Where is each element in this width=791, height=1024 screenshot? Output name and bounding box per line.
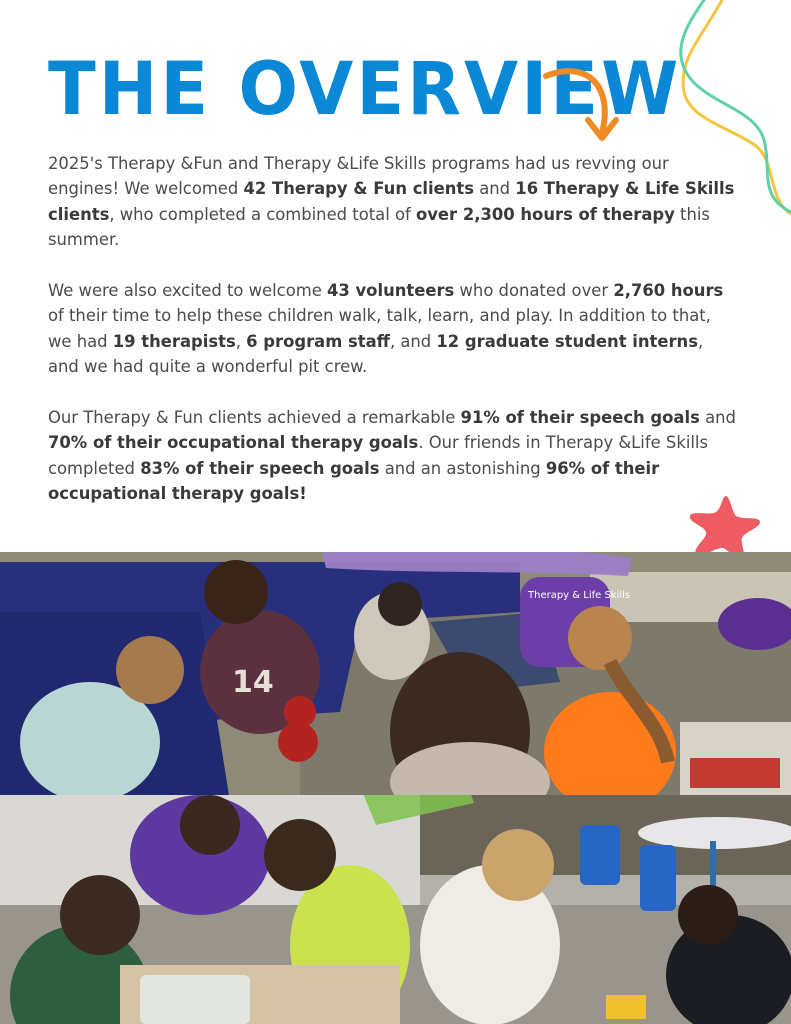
body-text: and an astonishing — [379, 458, 546, 478]
photo-children-couch — [0, 552, 791, 802]
highlight-text: 16 Therapy & Life Skills clients — [48, 179, 735, 224]
body-text: , and — [389, 331, 437, 351]
highlight-text: 19 therapists — [112, 331, 236, 351]
highlight-text: 70% of their occupational therapy goals — [48, 433, 419, 453]
highlight-text: 43 volunteers — [326, 281, 455, 301]
body-text: Our Therapy & Fun clients achieved a remarkable — [48, 408, 461, 428]
body-text: We were also excited to welcome — [48, 281, 327, 301]
highlight-text: over 2,300 hours of therapy — [415, 204, 675, 224]
highlight-text: 2,760 hours — [613, 281, 724, 301]
body-text: , — [235, 331, 247, 351]
body-text: and — [699, 408, 736, 428]
body-text: and — [474, 179, 516, 199]
photo-collage — [0, 540, 791, 1024]
jersey-number: 14 — [232, 665, 274, 700]
body-text: 2025's Therapy &Fun and Therapy &Life Skills programs had us revving our engines! We welcomed — [48, 154, 669, 199]
paragraph-goals — [48, 405, 738, 507]
highlight-text: 42 Therapy & Fun clients — [243, 179, 475, 199]
shirt-print: Therapy & Life Skills — [528, 590, 631, 601]
body-text: of their time to help these children walk, talk, learn, and play. In addition to that, we had — [48, 306, 711, 351]
highlight-text: 96% of their occupational therapy goals! — [48, 458, 660, 504]
curved-arrow-icon — [540, 62, 630, 146]
paragraph-volunteers — [48, 278, 738, 380]
body-text: . Our friends in Therapy &Life Skills completed — [48, 433, 709, 478]
body-text: , and we had quite a wonderful pit crew. — [48, 331, 704, 377]
page-title: THE OVERVIEW — [48, 45, 682, 132]
highlight-text: 12 graduate student interns — [436, 331, 698, 351]
overview-text — [48, 151, 738, 532]
body-text: who donated over — [454, 281, 614, 301]
body-text: , who completed a combined total of — [109, 204, 416, 224]
highlight-text: 6 program staff — [246, 331, 390, 351]
photo-children-table — [0, 795, 791, 1024]
body-text: this summer. — [48, 204, 710, 250]
highlight-text: 91% of their speech goals — [460, 408, 700, 428]
paragraph-enrollment — [48, 151, 738, 253]
highlight-text: 83% of their speech goals — [140, 458, 380, 478]
